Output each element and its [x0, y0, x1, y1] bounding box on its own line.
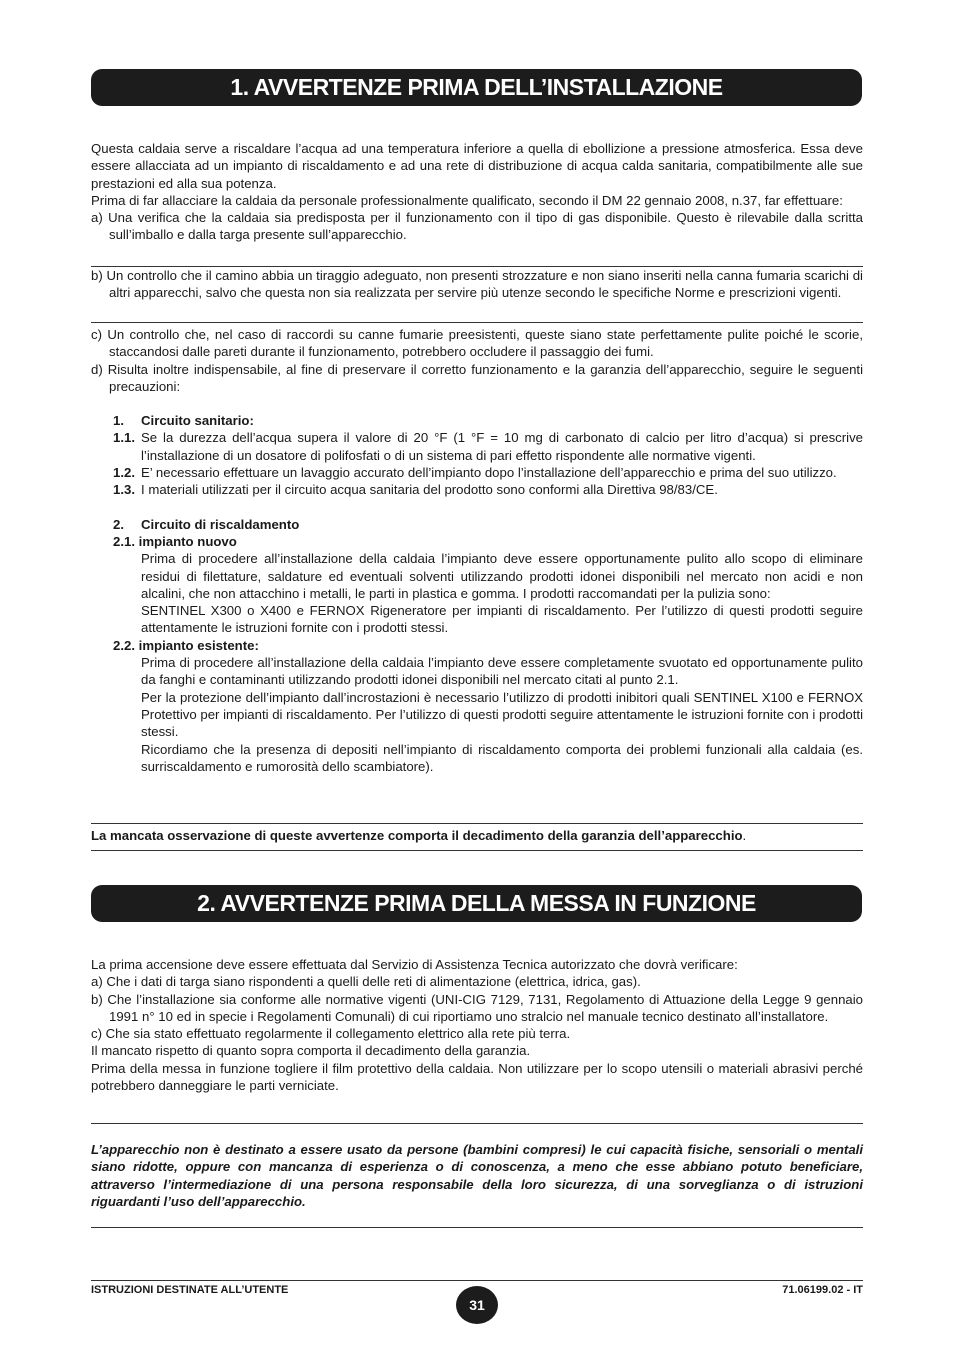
list-item-a: a) Una verifica che la caldaia sia predisposta per il funzionamento con il tipo di gas disponibile. Questo è rilevabile dalla scritta sull’imballo e dalla targa presente sull’apparecchio. — [91, 210, 863, 243]
list-item-a: a) Che i dati di targa siano rispondenti a quelli delle reti di alimentazione (elettrica, idrica, gas). — [91, 974, 641, 990]
intro-paragraph: Questa caldaia serve a riscaldare l’acqua ad una temperatura inferiore a quella di ebollizione a pressione atmosferica. Essa deve essere allacciata ad un impianto di riscaldamento e ad una rete di distribuzione di acqua calda sanitaria, compatibilmente alle sue prestazioni ed alla sua potenza. — [91, 141, 863, 191]
circuit-2-2-text-3: Ricordiamo che la presenza di depositi nell’impianto di riscaldamento comporta dei problemi funzionali alla caldaia (es. surriscaldamento e rumorosità dello scambiatore). — [141, 741, 863, 774]
list-item-d: d) Risulta inoltre indispensabile, al fine di preservare il corretto funzionamento e la garanzia dell’apparecchio, seguire le seguenti precauzioni: — [91, 361, 863, 394]
list-item-c: c) Un controllo che, nel caso di raccordi su canne fumarie preesistenti, queste siano state perfettamente pulite poiché le scorie, staccandosi dalle pareti durante il funzionamento, potrebbero occludere il passaggio dei fumi. — [91, 327, 863, 360]
section1-body-c — [91, 326, 863, 775]
divider — [91, 1227, 863, 1228]
circuit-2-2-text: Prima di procedere all’installazione della caldaia l’impianto deve essere completamente svuotato ed opportunamente pulito da fanghi e contaminanti utilizzando prodotti idonei disponibili nel mercato citati al punto 2.1. — [141, 655, 863, 688]
page-number: 31 — [456, 1286, 498, 1324]
circuit-2-1-text: Prima di procedere all’installazione della caldaia l’impianto deve essere opportunamente pulito allo scopo di eliminare residui di filettature, saldature ed eventuali solventi utilizzando prodotti idonei disponibili nel mercato non acidi e non alcalini, che non attacchino i metalli, le parti in plastica e gomma. I prodotti raccomandati per la pulizia sono: — [141, 551, 863, 601]
section2-body — [91, 956, 863, 1094]
section2-title: 2. AVVERTENZE PRIMA DELLA MESSA IN FUNZIONE — [91, 885, 862, 922]
circuit-1-2: 1.2. E’ necessario effettuare un lavaggio accurato dell’impianto dopo l’installazione dell’apparecchio e prima del suo utilizzo. — [113, 465, 837, 481]
circuit-2-2-text-2: Per la protezione dell’impianto dall’incrostazioni è necessario l’utilizzo di prodotti inibitori quali SENTINEL X100 e FERNOX Protettivo per impianti di riscaldamento. Per l’utilizzo di questi prodotti seguire attentamente le istruzioni fornite con i prodotti stessi. — [141, 689, 864, 740]
footer-doc-code: 71.06199.02 - IT — [782, 1284, 863, 1296]
section1-title: 1. AVVERTENZE PRIMA DELL’INSTALLAZIONE — [91, 69, 862, 106]
section2-paragraph: Il mancato rispetto di quanto sopra comporta il decadimento della garanzia. — [91, 1043, 531, 1059]
divider — [91, 850, 863, 851]
list-item-c: c) Che sia stato effettuato regolarmente il collegamento elettrico alla rete più terra. — [91, 1026, 571, 1042]
footer-left-text: ISTRUZIONI DESTINATE ALL’UTENTE — [91, 1284, 289, 1296]
intro-paragraph-2: Prima di far allacciare la caldaia da personale professionalmente qualificato, secondo il DM 22 gennaio 2008, n.37, far effettuare: — [91, 192, 843, 208]
circuit-1-3: 1.3. I materiali utilizzati per il circuito acqua sanitaria del prodotto sono conformi alla Direttiva 98/83/CE. — [113, 482, 718, 498]
safety-notice: L’apparecchio non è destinato a essere usato da persone (bambini compresi) le cui capacità fisiche, sensoriali o mentali siano ridotte, oppure con mancanza di esperienza o di conoscenza, a meno che esse abbiano potuto beneficiare, attraverso l’intermediazione di una persona responsabile della loro sicurezza, di una sorveglianza o di istruzioni riguardanti l’uso dell’apparecchio. — [91, 1142, 863, 1209]
divider — [91, 823, 863, 824]
section2-paragraph-2: Prima della messa in funzione togliere il film protettivo della caldaia. Non utilizzare per lo scopo utensili o materiali abrasivi perché potrebbero danneggiare le parti verniciate. — [91, 1060, 863, 1094]
circuit-1-1: 1.1. Se la durezza dell’acqua supera il valore di 20 °F (1 °F = 10 mg di carbonato di calcio per litro d’acqua) si prescrive l’installazione di un dosatore di polifosfati o di un sistema di pari effetto rispondente alle normative vigenti. — [113, 430, 863, 463]
section1-body — [91, 140, 863, 244]
warranty-warning: La mancata osservazione di queste avvertenze comporta il decadimento della garanzia dell’apparecchio. — [91, 828, 747, 843]
list-item-b: b) Che l’installazione sia conforme alle normative vigenti (UNI-CIG 7129, 7131, Regolamento di Attuazione della Legge 9 gennaio 1991 n° 10 ed in specie i Regolamenti Comunali) di cui riportiamo uno stralcio nel manuale tecnico destinato all’installatore. — [91, 991, 863, 1024]
circuit-2-2-heading: 2.2. impianto esistente: — [113, 637, 259, 653]
divider — [91, 1123, 863, 1124]
circuit-2-1-text-2: SENTINEL X300 o X400 e FERNOX Rigeneratore per impianti di riscaldamento. Per l’utilizzo di questi prodotti seguire attentamente le istruzioni fornite con i prodotti stessi. — [141, 603, 863, 636]
circuit-2-heading: 2. Circuito di riscaldamento — [113, 516, 300, 532]
list-item-b: b) Un controllo che il camino abbia un tiraggio adeguato, non presenti strozzature e non siano inseriti nella canna fumaria scarichi di altri apparecchi, salvo che questa non sia realizzata per servire più utenze secondo le specifiche Norme e prescrizioni vigenti. — [91, 268, 863, 301]
circuit-2-1-heading: 2.1. impianto nuovo — [113, 533, 237, 549]
section2-intro: La prima accensione deve essere effettuata dal Servizio di Assistenza Tecnica autorizzato che dovrà verificare: — [91, 957, 738, 972]
section1-body-b — [91, 267, 863, 302]
footer-divider — [91, 1280, 863, 1281]
circuit-1-heading: 1. Circuito sanitario: — [113, 413, 254, 429]
divider — [91, 322, 863, 323]
